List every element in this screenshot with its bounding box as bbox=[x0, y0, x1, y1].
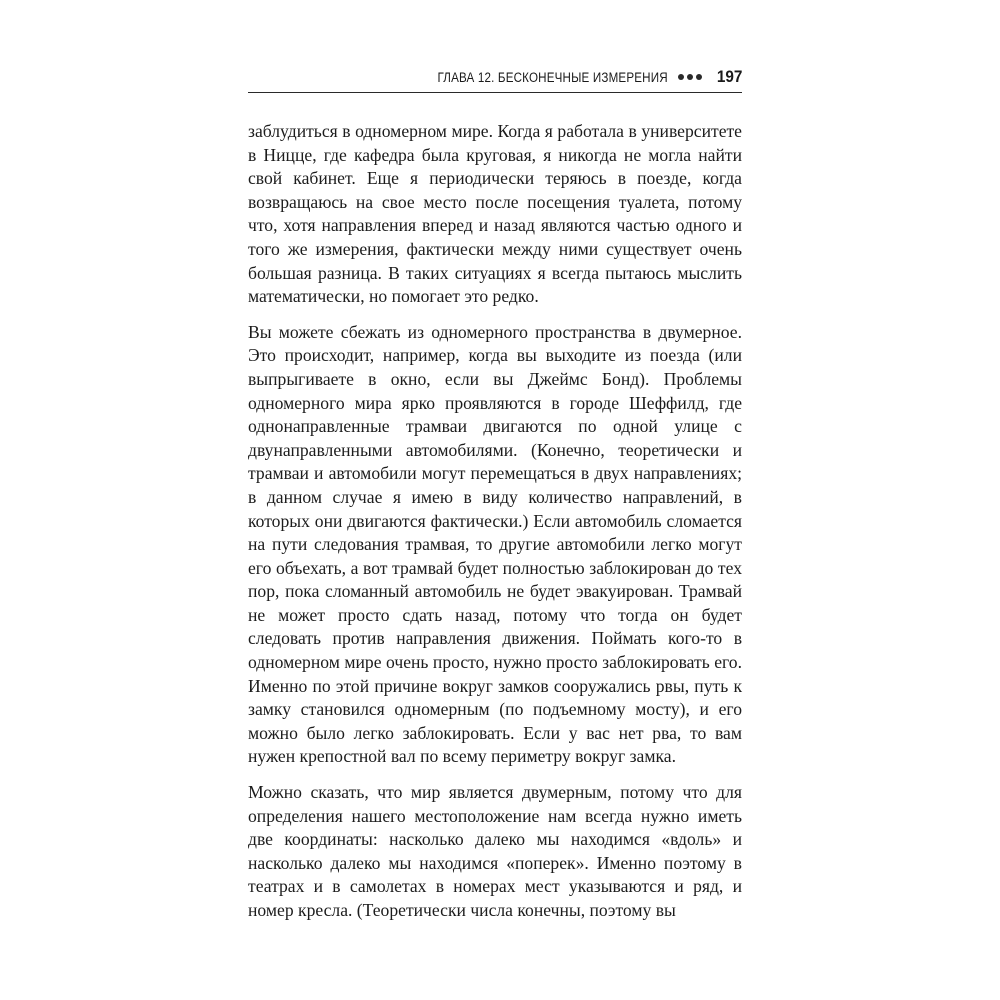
dot-icon bbox=[696, 74, 702, 80]
paragraph-1: заблудиться в одномерном мире. Когда я работала в университете в Ницце, где кафедра была круговая, я никогда не могла найти свой кабинет. Еще я периодически теряюсь в поезде, когда возвращаюсь на свое место после посещения туалета, потому что, хотя направления вперед и назад являются частью одного и того же измерения, фактически между ними существует очень большая разница. В таких ситуациях я всегда пытаюсь мыслить математически, но помогает это редко. bbox=[248, 121, 742, 307]
page-number: 197 bbox=[716, 67, 742, 86]
body-text bbox=[248, 120, 742, 935]
paragraph-3: Можно сказать, что мир является двумерным, потому что для определения нашего местоположение нам всегда нужно иметь две координаты: насколько далеко мы находимся «вдоль» и насколько далеко мы находимся «поперек». Именно поэтому в театрах и в самолетах в номерах мест указываются и ряд, и номер кресла. (Теоретически числа конечны, поэтому вы bbox=[248, 782, 742, 920]
paragraph-2: Вы можете сбежать из одномерного пространства в двумерное. Это происходит, например, когда вы выходите из поезда (или выпрыгиваете в окно, если вы Джеймс Бонд). Проблемы одномерного мира ярко проявляются в городе Шеффилд, где однонаправленные трамваи двигаются по одной улице с двунаправленными автомобилями. (Конечно, теоретически и трамваи и автомобили могут перемещаться в двух направлениях; в данном случае я имею в виду количество направлений, в которых они двигаются фактически.) Если автомобиль сломается на пути следования трамвая, то другие автомобили легко могут его объехать, а вот трамвай будет полностью заблокирован до тех пор, пока сломанный автомобиль не будет эвакуирован. Трамвай не может просто сдать назад, потому что тогда он будет следовать против направления движения. Поймать кого-то в одномерном мире очень просто, нужно просто заблокировать его. Именно по этой причине вокруг замков сооружались рвы, путь к замку становился одномерным (по подъемному мосту), и его можно было легко заблокировать. Если у вас нет рва, то вам нужен крепостной вал по всему периметру вокруг замка. bbox=[248, 321, 742, 767]
running-header bbox=[248, 62, 742, 93]
chapter-title: ГЛАВА 12. БЕСКОНЕЧНЫЕ ИЗМЕРЕНИЯ bbox=[437, 69, 668, 85]
dot-icon bbox=[687, 74, 693, 80]
dot-icon bbox=[678, 74, 684, 80]
header-dots-ornament bbox=[678, 74, 702, 80]
